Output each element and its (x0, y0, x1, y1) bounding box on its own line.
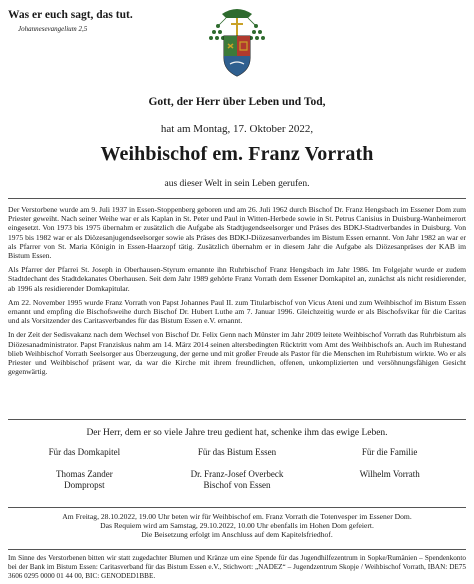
funeral-line: Die Beisetzung erfolgt im Anschluss auf dem Kapitelsfriedhof. (141, 530, 333, 540)
donation-note: Im Sinne des Verstorbenen bitten wir statt zugedachter Blumen und Kränze um eine Spende für das Jugendhilfezentrum in Sopke/Rumänien – Spendenkonto bei der Bank im Bistum Essen: Caritasverband für das Bistum Essen e.V., Stichwort: „NADEZ“ – Jugendzentrum Skopje / Weihbischof Vorrath, IBAN: DE75 3606 0295 0000 01 44 00, BIC: GENODED1BBE. (8, 554, 466, 580)
signatory-diocese (161, 447, 314, 492)
motto-source: Johannesevangelium 2,5 (18, 25, 88, 33)
deceased-name: Weihbischof em. Franz Vorrath (100, 143, 374, 165)
divider (8, 419, 466, 420)
called-line: aus dieser Welt in sein Leben gerufen. (164, 179, 310, 189)
signatories (8, 447, 466, 492)
funeral-line: Am Freitag, 28.10.2022, 19.00 Uhr beten wir für Weihbischof em. Franz Vorrath die Totenvesper im Essener Dom. (62, 512, 412, 521)
divider (8, 198, 466, 199)
signatory-family (313, 447, 466, 492)
signatory-role: Bischof von Essen (203, 480, 271, 490)
bio-paragraph: Als Pfarrer der Pfarrei St. Joseph in Oberhausen-Styrum ernannte ihn Ruhrbischof Franz Hengsbach im Jahr 1986. Im Folgejahr wurde er zudem Stadtdechant des Stadtdekanates Oberhausen. Seit dem Jahr 1989 gehörte Franz Vorrath dem Essener Domkapitel an, zunächst als nicht residierender, ab 1996 als residierender Domkapitular. (8, 265, 466, 293)
motto-quote: Was er euch sagt, das tut. (8, 9, 133, 21)
motto (8, 8, 133, 33)
signatory-cathedral-chapter (8, 447, 161, 492)
biography (8, 205, 466, 381)
bishop-coat-of-arms-icon (204, 4, 270, 86)
signatory-heading: Für die Familie (361, 447, 418, 457)
funeral-info (8, 512, 466, 540)
date-line: hat am Montag, 17. Oktober 2022, (160, 123, 314, 135)
god-line: Gott, der Herr über Leben und Tod, (148, 96, 326, 108)
divider (8, 507, 466, 508)
blessing-line: Der Herr, dem er so viele Jahre treu gedient hat, schenke ihm das ewige Leben. (86, 428, 388, 438)
signatory-role: Dompropst (64, 480, 105, 490)
signatory-heading: Für das Domkapitel (48, 447, 121, 457)
signatory-name: Dr. Franz-Josef Overbeck (190, 468, 284, 479)
signatory-name: Wilhelm Vorrath (359, 468, 420, 479)
signatory-name: Thomas Zander (55, 468, 113, 479)
bio-paragraph: Der Verstorbene wurde am 9. Juli 1937 in Essen-Stoppenberg geboren und am 26. Juli 1962 durch Bischof Dr. Franz Hengsbach im Essener Dom zum Priester geweiht. Nach seiner Weihe war er als Kaplan in St. Peter und Paul in Witten-Herbede sowie in St. Petrus Canisius in Duisburg-Wanheimerort eingesetzt. Von 1973 bis 1975 übernahm er zusätzlich die Aufgabe als Stadtjugendseelsorger und Präses des BDKJ-Stadtverbandes in Duisburg. Von 1975 bis 1982 war er als Diözesanjugendseelsorger sowie als Präses des BDKJ-Diözesanverbandes im Bistum Essen ernannt. Von Jahr 1982 an war er als Pfarrer von St. Maria Königin in Essen-Haarzopf tätig. Zusätzlich übernahm er in diesem Jahr die Aufgabe als Diözesanpräses der KAB im Bistum Essen. (8, 205, 466, 261)
bio-paragraph: Am 22. November 1995 wurde Franz Vorrath von Papst Johannes Paul II. zum Titularbischof von Vicus Ateni und zum Weihbischof im Bistum Essen ernannt und empfing die Bischofsweihe durch Bischof Dr. Hubert Luthe am 7. Januar 1996. Gleichzeitig wurde er als Bischofsvikar für die Caritas und als Vorsitzender des Caritasverbandes für das Bistum Essen e.V. ernannt. (8, 297, 466, 326)
bio-paragraph: In der Zeit der Sedisvakanz nach dem Wechsel von Bischof Dr. Felix Genn nach Münster im Jahr 2009 leitete Weihbischof Vorrath das Ruhrbistum als Diözesanadministrator. Papst Franziskus nahm am 14. März 2014 seinen altersbedingten Rücktritt vom Amt des Weihbischofs an. Auch im Ruhestand blieb Weihbischof Vorrath Seelsorger aus Überzeugung, der gerne und mit großer Freude als Pastor für die Menschen im Ruhrbistum wirkte. Wo er als Priester und Weihbischof präsent war, da war die Kirche mit ihrem freundlichen, offenen, unkomplizierten und versöhnungsfähigen Gesicht gegenwärtig. (8, 330, 466, 377)
signatory-heading: Für das Bistum Essen (197, 447, 277, 457)
divider (8, 549, 466, 550)
funeral-line: Das Requiem wird am Samstag, 29.10.2022, 10.00 Uhr ebenfalls im Hohen Dom gefeiert. (100, 521, 374, 531)
